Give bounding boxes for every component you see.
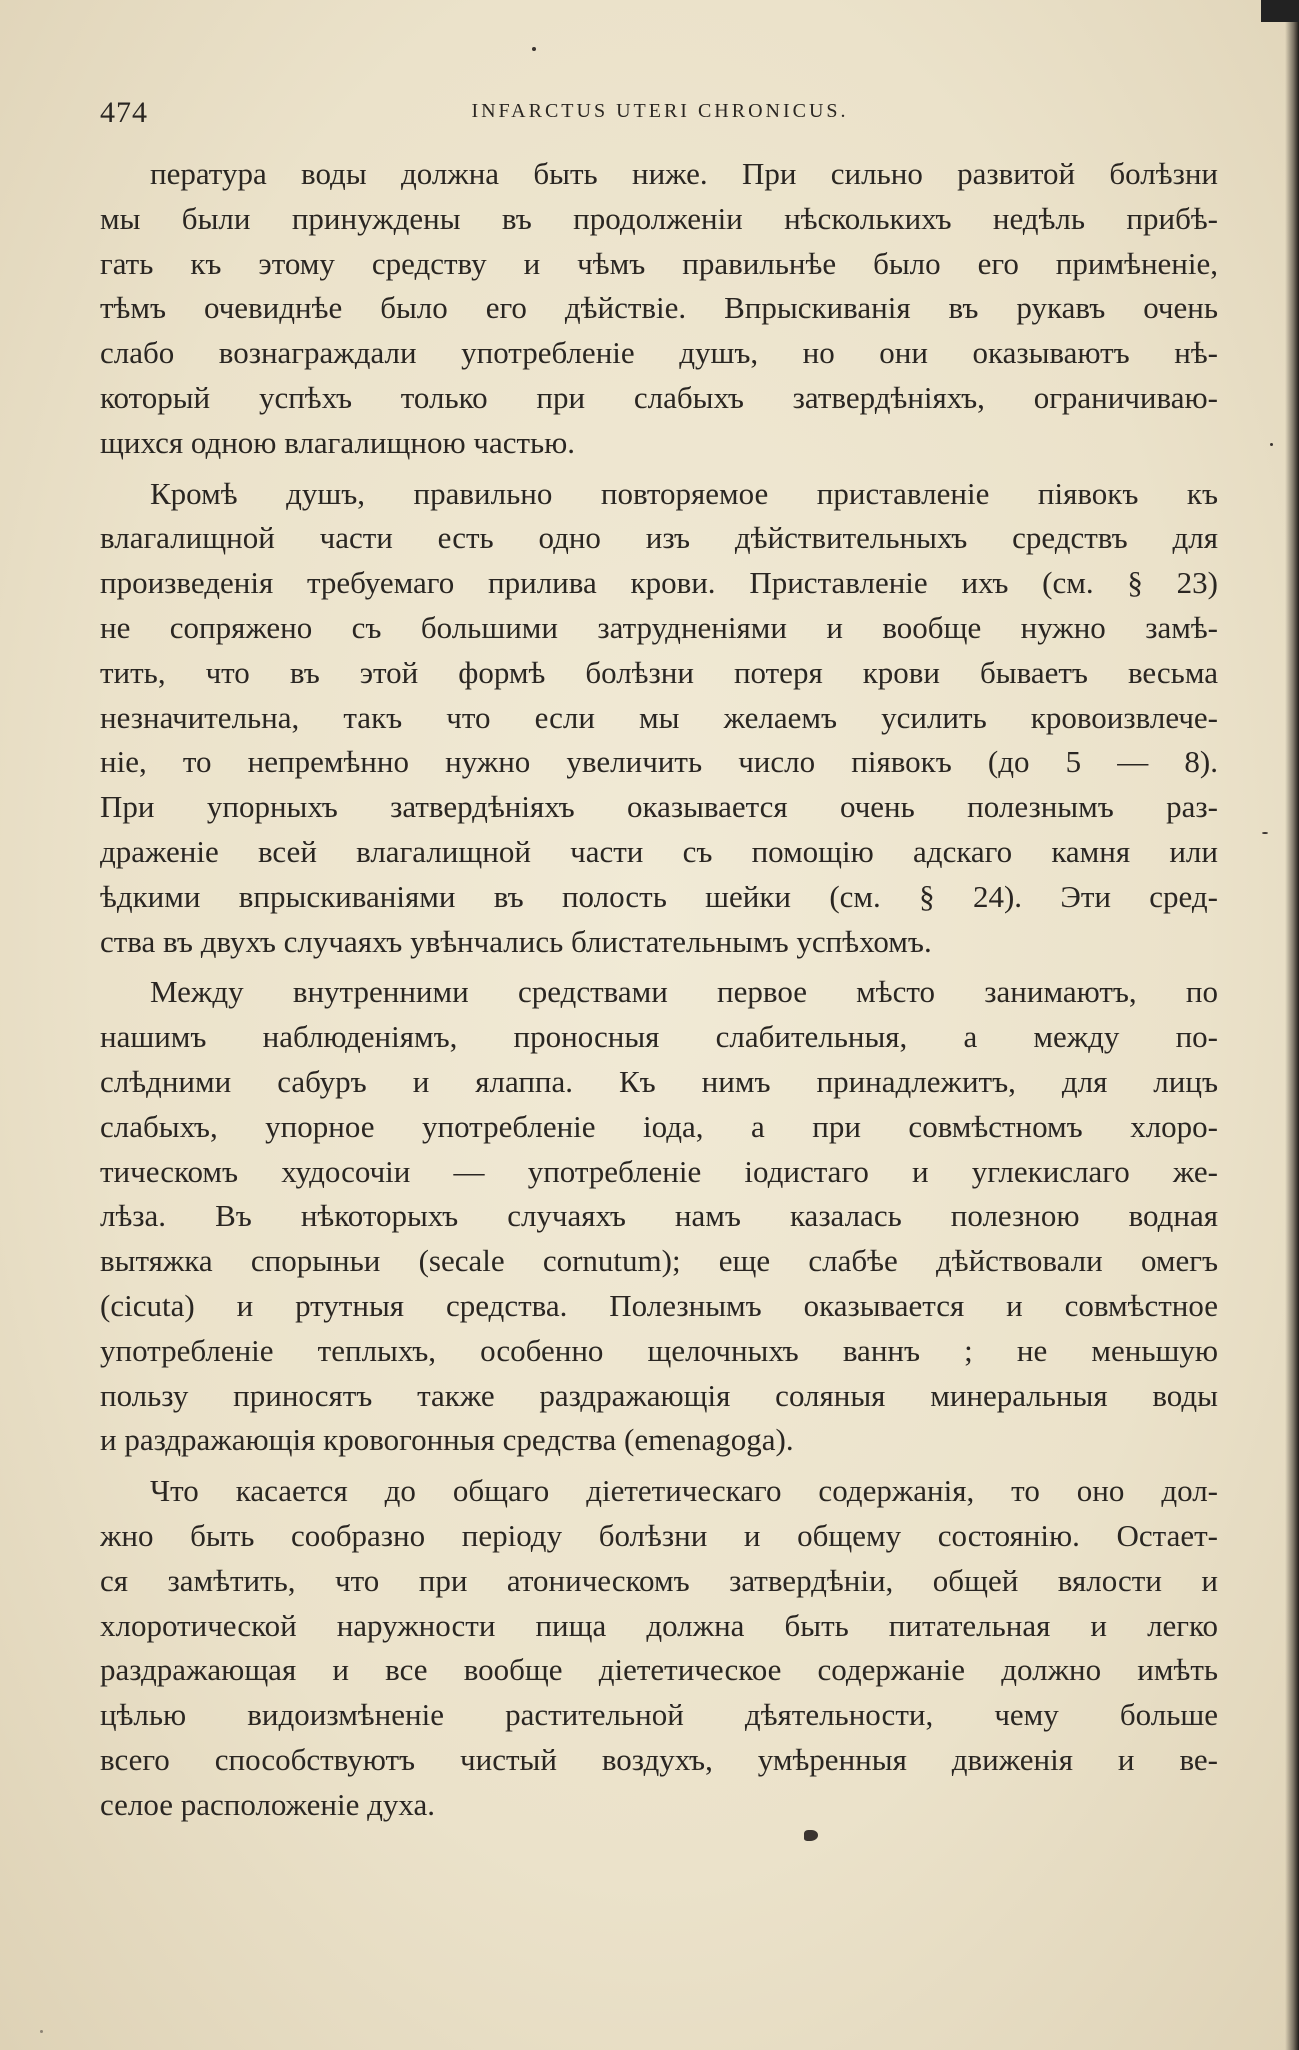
ink-speck	[1262, 832, 1268, 834]
text-line: тѣмъ очевиднѣе было его дѣйствіе. Впрыскиванія въ рукавъ очень	[100, 290, 1218, 326]
text-line: ѣдкими впрыскиваніями въ полость шейки (см. § 24). Эти сред-	[100, 878, 1218, 914]
text-line: селое расположеніе духа.	[100, 1786, 436, 1822]
text-line: слѣдними сабуръ и ялаппа. Къ нимъ принадлежитъ, для лицъ	[100, 1063, 1218, 1099]
text-line: Что касается до общаго діететическаго содержанія, то оно дол-	[150, 1473, 1218, 1509]
text-line: который успѣхъ только при слабыхъ затвердѣніяхъ, ограничиваю-	[100, 379, 1218, 415]
text-line: не сопряжено съ большими затрудненіями и вообще нужно замѣ-	[100, 609, 1218, 645]
text-line: слабыхъ, упорное употребленіе іода, а при совмѣстномъ хлоро-	[100, 1108, 1218, 1144]
page-number: 474	[100, 96, 148, 129]
text-line: мы были принуждены въ продолженіи нѣсколькихъ недѣль прибѣ-	[100, 200, 1218, 236]
text-line: гать къ этому средству и чѣмъ правильнѣе было его примѣненіе,	[100, 245, 1218, 281]
text-line: употребленіе теплыхъ, особенно щелочныхъ ваннъ ; не меньшую	[100, 1332, 1218, 1368]
paragraph	[100, 1469, 1218, 1827]
paragraph	[100, 472, 1218, 965]
text-line: драженіе всей влагалищной части съ помощію адскаго камня или	[100, 833, 1218, 869]
text-line: щихся одною влагалищною частью.	[100, 424, 576, 460]
page-edge-shadow	[1285, 0, 1299, 2050]
running-title: INFARCTUS UTERI CHRONICUS.	[471, 100, 849, 122]
text-line: ніе, то непремѣнно нужно увеличить число піявокъ (до 5 — 8).	[100, 744, 1218, 780]
text-line: тить, что въ этой формѣ болѣзни потеря крови бываетъ весьма	[100, 654, 1218, 690]
text-line: Кромѣ душъ, правильно повторяемое приставленіе піявокъ къ	[150, 475, 1218, 511]
text-line: незначительна, такъ что если мы желаемъ усилить кровоизвлече-	[100, 699, 1218, 735]
ink-speck	[532, 47, 536, 51]
text-line: лѣза. Въ нѣкоторыхъ случаяхъ намъ казалась полезною водная	[100, 1198, 1218, 1234]
page-header	[100, 96, 1220, 136]
text-line: цѣлью видоизмѣненіе растительной дѣятельности, чему больше	[100, 1697, 1218, 1733]
text-line: хлоротической наружности пища должна быть питательная и легко	[100, 1607, 1218, 1643]
ink-speck	[1270, 443, 1273, 446]
text-line: ся замѣтить, что при атоническомъ затвердѣніи, общей вялости и	[100, 1562, 1218, 1598]
text-line: раздражающая и все вообще діететическое содержаніе должно имѣть	[100, 1652, 1218, 1688]
scan-border	[1261, 0, 1299, 22]
text-line: вытяжка спорыньи (secale cornutum); еще слабѣе дѣйствовали омегъ	[100, 1243, 1218, 1279]
text-line: пользу приносятъ также раздражающія соляныя минеральныя воды	[100, 1377, 1218, 1413]
text-line: (cicuta) и ртутныя средства. Полезнымъ оказывается и совмѣстное	[100, 1287, 1218, 1323]
paragraph	[100, 970, 1218, 1463]
text-line: Между внутренними средствами первое мѣсто занимаютъ, по	[150, 974, 1218, 1010]
text-line: тическомъ худосочіи — употребленіе іодистаго и углекислаго же-	[100, 1153, 1218, 1189]
text-line: ства въ двухъ случаяхъ увѣнчались блистательнымъ успѣхомъ.	[100, 923, 932, 959]
ink-speck	[40, 2030, 43, 2033]
text-line: произведенія требуемаго прилива крови. Приставленіе ихъ (см. § 23)	[100, 565, 1218, 601]
body-text	[100, 152, 1218, 1827]
text-line: слабо вознаграждали употребленіе душъ, но они оказываютъ нѣ-	[100, 335, 1218, 371]
paragraph	[100, 152, 1218, 466]
text-line: влагалищной части есть одно изъ дѣйствительныхъ средствъ для	[100, 520, 1218, 556]
text-line: жно быть сообразно періоду болѣзни и общему состоянію. Остает-	[100, 1517, 1218, 1553]
text-line: При упорныхъ затвердѣніяхъ оказывается очень полезнымъ раз-	[100, 789, 1218, 825]
ink-blot	[804, 1830, 818, 1841]
text-line: и раздражающія кровогонныя средства (emenagoga).	[100, 1422, 794, 1458]
text-line: всего способствуютъ чистый воздухъ, умѣренныя движенія и ве-	[100, 1741, 1218, 1777]
text-line: нашимъ наблюденіямъ, проносныя слабительныя, а между по-	[100, 1019, 1218, 1055]
text-line: пература воды должна быть ниже. При сильно развитой болѣзни	[150, 156, 1218, 191]
